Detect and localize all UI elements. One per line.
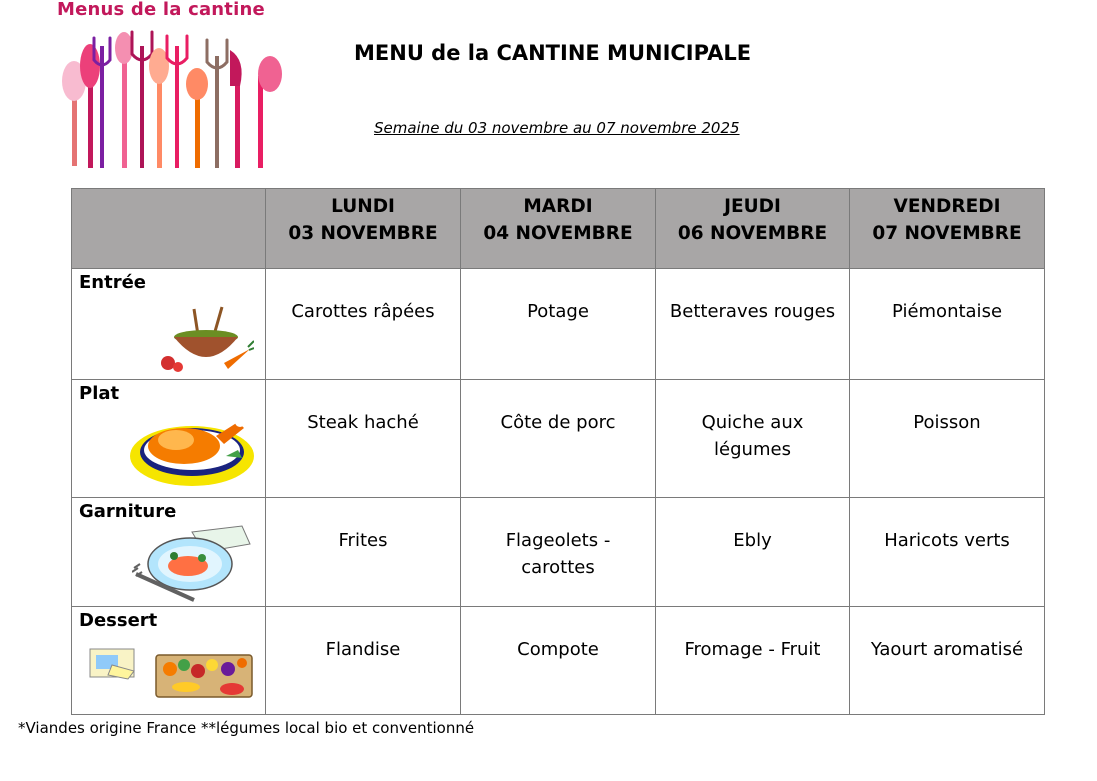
day-header: [461, 189, 656, 269]
category-cell: [72, 269, 266, 380]
dish-text: Betteraves rouges: [669, 301, 836, 322]
category-label: Garniture: [79, 501, 177, 522]
dish-text: Steak haché: [307, 412, 419, 433]
cutlery-logo: [60, 26, 292, 176]
day-header: [850, 189, 1045, 269]
menu-table: [71, 188, 1045, 715]
salad-bowl-icon: [154, 305, 254, 377]
category-cell: [72, 380, 266, 498]
category-cell: [72, 498, 266, 607]
dish-cell: [850, 607, 1045, 715]
dish-text: Fromage - Fruit: [684, 639, 821, 660]
dish-text: Flageolets - carottes: [505, 530, 611, 578]
dish-text: Poisson: [913, 412, 981, 433]
day-date: 04 NOVEMBRE: [483, 223, 633, 244]
dish-cell: [266, 498, 461, 607]
dish-cell: [266, 380, 461, 498]
dish-text: Ebly: [733, 530, 772, 551]
day-header: [266, 189, 461, 269]
dish-cell: [656, 607, 850, 715]
fruit-platter-icon: [86, 641, 258, 705]
day-header: [656, 189, 850, 269]
dish-text: Flandise: [325, 639, 401, 660]
table-row: [72, 380, 1045, 498]
corner-cell: [72, 189, 266, 269]
category-label: Entrée: [79, 272, 147, 293]
dish-cell: [656, 380, 850, 498]
dish-cell: [850, 380, 1045, 498]
dish-text: Potage: [527, 301, 589, 322]
day-date: 06 NOVEMBRE: [677, 223, 828, 244]
dish-text: Côte de porc: [500, 412, 616, 433]
logo-title: Menus de la cantine: [57, 0, 265, 20]
dish-cell: [266, 607, 461, 715]
dish-cell: [266, 269, 461, 380]
category-label: Dessert: [79, 610, 158, 631]
dish-cell: [461, 607, 656, 715]
category-cell: [72, 607, 266, 715]
roast-chicken-icon: [126, 406, 256, 492]
day-date: 07 NOVEMBRE: [872, 223, 1022, 244]
dish-cell: [656, 498, 850, 607]
footnote: *Viandes origine France **légumes local bio et conventionné: [18, 719, 475, 737]
table-row: [72, 607, 1045, 715]
day-name: JEUDI: [724, 196, 781, 217]
dish-text: Yaourt aromatisé: [870, 639, 1024, 660]
page-title: MENU de la CANTINE MUNICIPALE: [354, 41, 752, 65]
table-row: [72, 269, 1045, 380]
dish-cell: [850, 498, 1045, 607]
dish-text: Haricots verts: [884, 530, 1010, 551]
dish-cell: [461, 380, 656, 498]
day-date: 03 NOVEMBRE: [288, 223, 438, 244]
dish-text: Compote: [517, 639, 599, 660]
day-name: MARDI: [523, 196, 593, 217]
category-label: Plat: [79, 383, 120, 404]
plate-fork-icon: [132, 524, 256, 604]
day-name: LUNDI: [331, 196, 395, 217]
dish-text: Carottes râpées: [291, 301, 435, 322]
dish-text: Frites: [338, 530, 388, 551]
dish-text: Quiche aux légumes: [701, 412, 804, 460]
dish-text: Piémontaise: [891, 301, 1003, 322]
table-row: [72, 498, 1045, 607]
dish-cell: [461, 269, 656, 380]
header-row: [72, 189, 1045, 269]
dish-cell: [656, 269, 850, 380]
week-range: Semaine du 03 novembre au 07 novembre 2025: [374, 119, 740, 137]
dish-cell: [850, 269, 1045, 380]
day-name: VENDREDI: [893, 196, 1001, 217]
dish-cell: [461, 498, 656, 607]
